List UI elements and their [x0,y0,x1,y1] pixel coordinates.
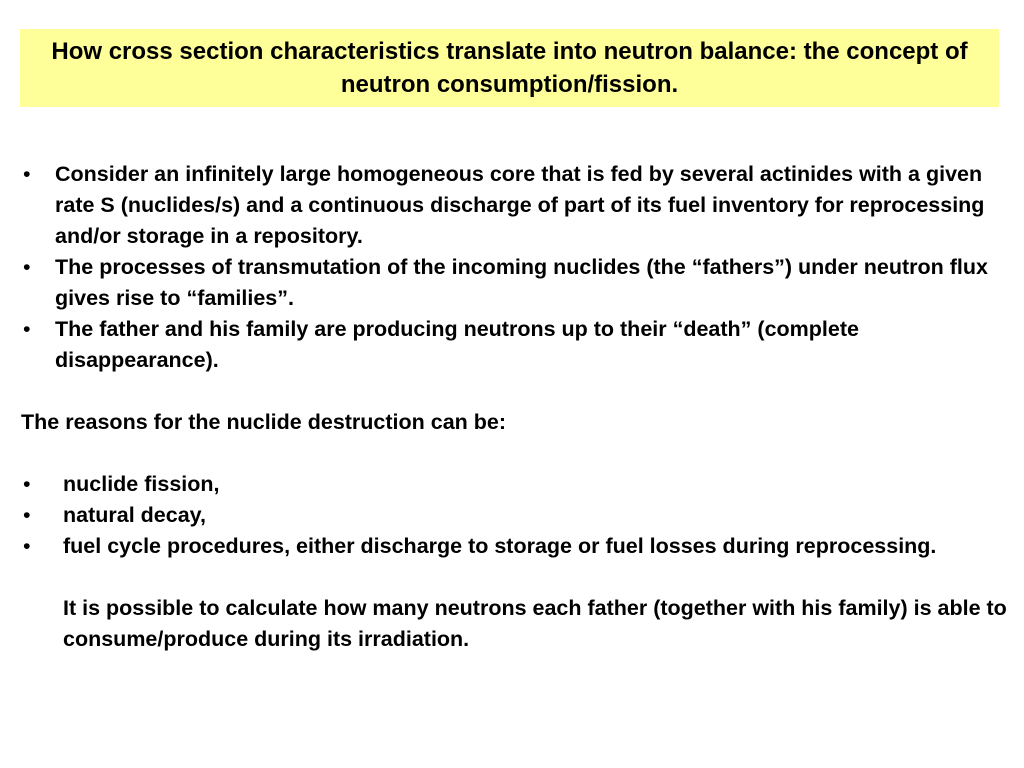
list-item [21,531,1011,562]
top-bullet-list [21,159,1011,376]
list-item [21,159,1011,252]
reasons-bullet-list [21,469,1011,562]
spacer [21,376,1011,407]
bullet-text: natural decay, [63,503,206,527]
bullet-icon: • [23,162,31,186]
spacer [21,438,1011,469]
bullet-icon: • [23,255,31,279]
slide-body [21,159,1011,655]
list-item [21,314,1011,376]
spacer [21,562,1011,593]
bullet-text: nuclide fission, [63,472,220,496]
title-banner [20,29,999,107]
bullet-text: The processes of transmutation of the incoming nuclides (the “fathers”) under neutron flux gives rise to “families”. [55,255,988,310]
bullet-text: Consider an infinitely large homogeneous core that is fed by several actinides with a given rate S (nuclides/s) and a continuous discharge of part of its fuel inventory for reprocessing and/or storage in a repository. [55,162,985,248]
bullet-icon: • [23,472,31,496]
list-item [21,469,1011,500]
bullet-icon: • [23,503,31,527]
bullet-icon: • [23,317,31,341]
reasons-heading: The reasons for the nuclide destruction can be: [21,410,507,434]
bullet-text: The father and his family are producing neutrons up to their “death” (complete disappearance). [55,317,859,372]
list-item [21,500,1011,531]
list-item [21,252,1011,314]
closing-paragraph: It is possible to calculate how many neutrons each father (together with his family) is able to consume/produce during its irradiation. [63,596,1007,651]
bullet-text: fuel cycle procedures, either discharge to storage or fuel losses during reprocessing. [63,534,937,558]
bullet-icon: • [23,534,31,558]
slide-title: How cross section characteristics translate into neutron balance: the concept of neutron consumption/fission. [51,38,968,98]
